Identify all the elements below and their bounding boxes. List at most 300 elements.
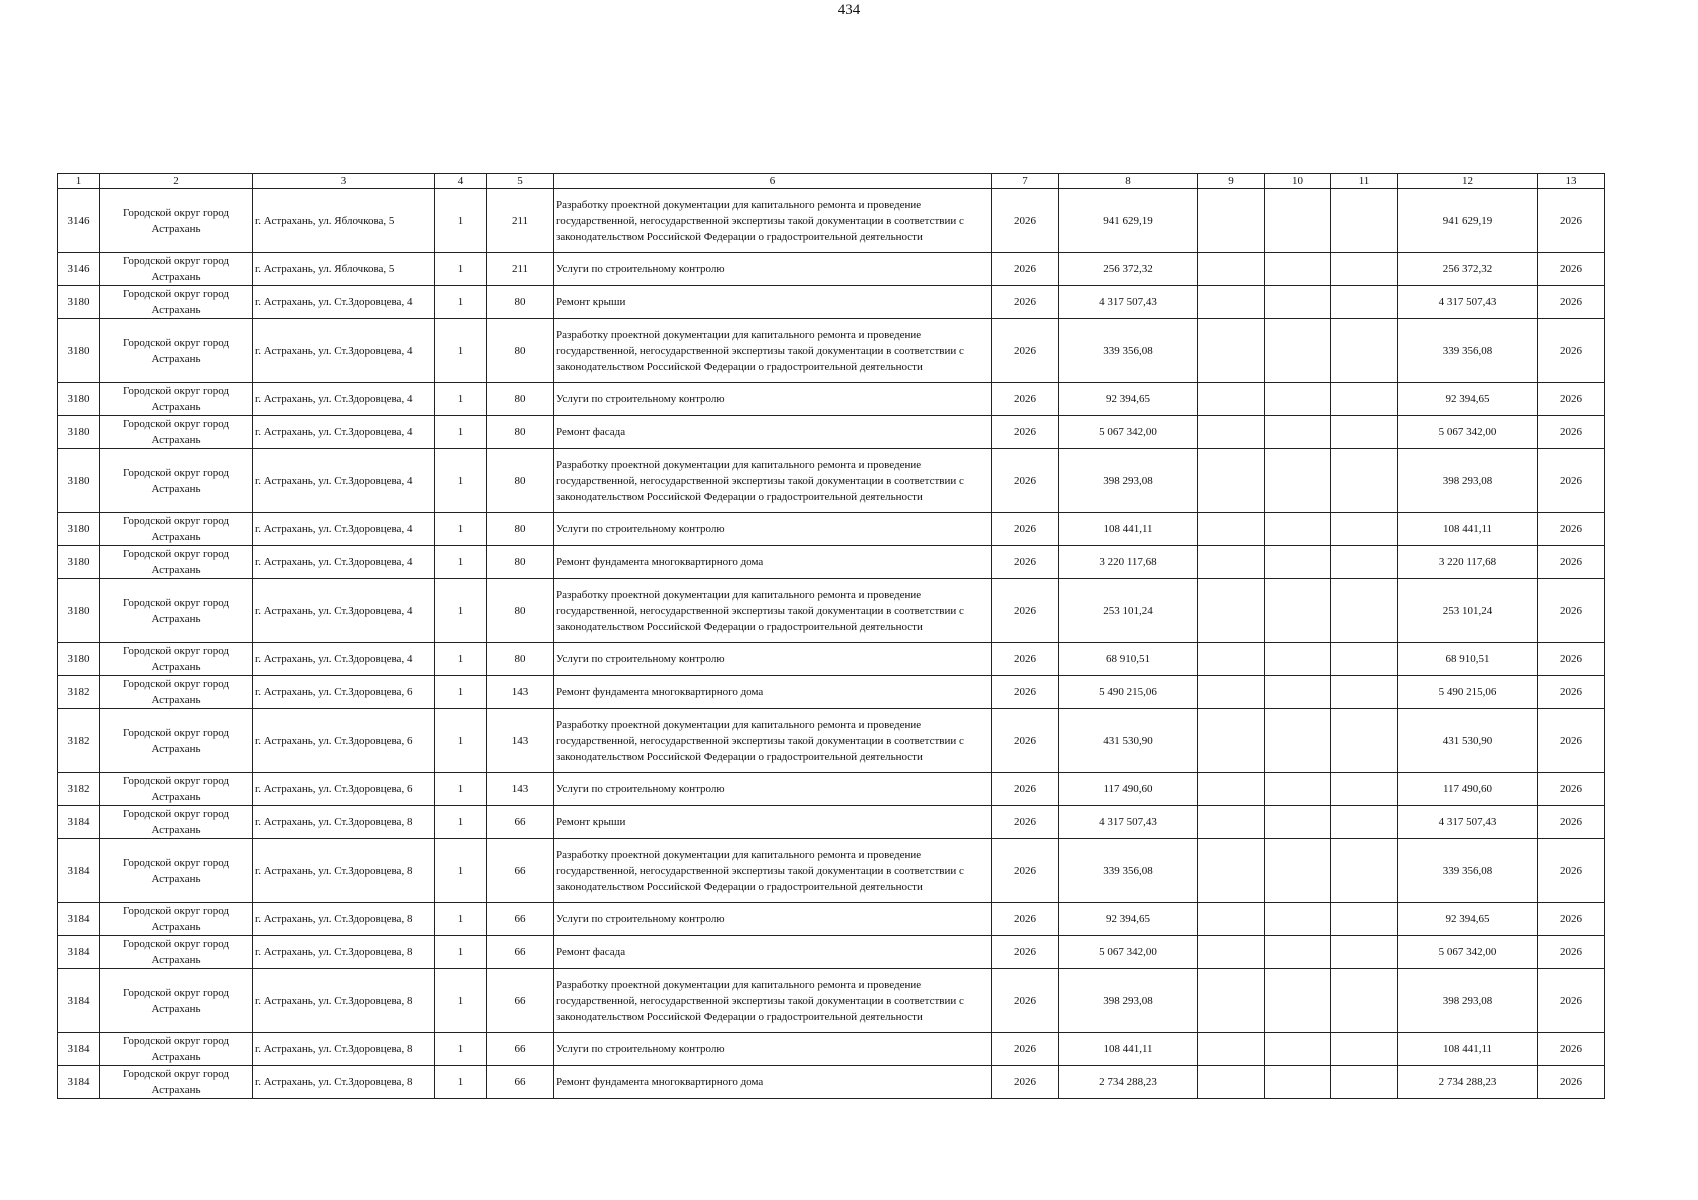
cell-municipality: Городской округ город Астрахань xyxy=(100,969,253,1033)
cell-col9 xyxy=(1198,1066,1265,1099)
cell-address: г. Астрахань, ул. Ст.Здоровцева, 6 xyxy=(253,709,435,773)
cell-col10 xyxy=(1265,319,1331,383)
cell-year: 2026 xyxy=(992,319,1059,383)
cell-id: 3184 xyxy=(58,1066,100,1099)
cell-year: 2026 xyxy=(992,579,1059,643)
cell-municipality: Городской округ город Астрахань xyxy=(100,709,253,773)
cell-municipality: Городской округ город Астрахань xyxy=(100,513,253,546)
cell-id: 3184 xyxy=(58,936,100,969)
cell-col4: 1 xyxy=(435,383,487,416)
cell-col10 xyxy=(1265,839,1331,903)
cell-id: 3182 xyxy=(58,676,100,709)
cell-year-end: 2026 xyxy=(1538,253,1605,286)
cell-col9 xyxy=(1198,189,1265,253)
cell-col5: 66 xyxy=(487,969,554,1033)
cell-work-type: Разработку проектной документации для капитального ремонта и проведение государственной, негосударственной экспертизы такой документации в соответствии с законодательством Российской Федерации о градостроительной деятельности xyxy=(554,189,992,253)
cell-col9 xyxy=(1198,286,1265,319)
cell-col5: 80 xyxy=(487,416,554,449)
cell-col5: 80 xyxy=(487,643,554,676)
cell-id: 3180 xyxy=(58,286,100,319)
cell-address: г. Астрахань, ул. Ст.Здоровцева, 8 xyxy=(253,903,435,936)
cell-year: 2026 xyxy=(992,806,1059,839)
cell-col10 xyxy=(1265,416,1331,449)
cell-col10 xyxy=(1265,903,1331,936)
cell-id: 3184 xyxy=(58,1033,100,1066)
cell-col10 xyxy=(1265,773,1331,806)
cell-cost: 92 394,65 xyxy=(1059,383,1198,416)
cell-cost: 3 220 117,68 xyxy=(1059,546,1198,579)
cell-work-type: Услуги по строительному контролю xyxy=(554,383,992,416)
table-row xyxy=(58,286,1605,319)
cell-address: г. Астрахань, ул. Ст.Здоровцева, 4 xyxy=(253,449,435,513)
cell-id: 3146 xyxy=(58,189,100,253)
cell-col4: 1 xyxy=(435,416,487,449)
cell-total: 92 394,65 xyxy=(1398,903,1538,936)
cell-municipality: Городской округ город Астрахань xyxy=(100,546,253,579)
cell-address: г. Астрахань, ул. Ст.Здоровцева, 4 xyxy=(253,513,435,546)
cell-id: 3180 xyxy=(58,319,100,383)
cell-id: 3180 xyxy=(58,416,100,449)
cell-total: 5 067 342,00 xyxy=(1398,936,1538,969)
cell-col11 xyxy=(1331,416,1398,449)
cell-work-type: Разработку проектной документации для капитального ремонта и проведение государственной, негосударственной экспертизы такой документации в соответствии с законодательством Российской Федерации о градостроительной деятельности xyxy=(554,319,992,383)
table-row xyxy=(58,969,1605,1033)
cell-col4: 1 xyxy=(435,903,487,936)
cell-col9 xyxy=(1198,546,1265,579)
table-row xyxy=(58,383,1605,416)
cell-year: 2026 xyxy=(992,1066,1059,1099)
cell-col11 xyxy=(1331,969,1398,1033)
cell-col4: 1 xyxy=(435,319,487,383)
cell-address: г. Астрахань, ул. Ст.Здоровцева, 6 xyxy=(253,676,435,709)
cell-cost: 4 317 507,43 xyxy=(1059,286,1198,319)
cell-year: 2026 xyxy=(992,839,1059,903)
cell-year-end: 2026 xyxy=(1538,643,1605,676)
cell-year-end: 2026 xyxy=(1538,383,1605,416)
cell-col5: 66 xyxy=(487,903,554,936)
cell-col9 xyxy=(1198,709,1265,773)
column-number-row xyxy=(58,174,1605,189)
cell-municipality: Городской округ город Астрахань xyxy=(100,579,253,643)
cell-cost: 339 356,08 xyxy=(1059,319,1198,383)
cell-col5: 66 xyxy=(487,806,554,839)
cell-col10 xyxy=(1265,676,1331,709)
cell-total: 431 530,90 xyxy=(1398,709,1538,773)
cell-work-type: Разработку проектной документации для капитального ремонта и проведение государственной, негосударственной экспертизы такой документации в соответствии с законодательством Российской Федерации о градостроительной деятельности xyxy=(554,449,992,513)
cell-col11 xyxy=(1331,839,1398,903)
cell-year: 2026 xyxy=(992,969,1059,1033)
cell-address: г. Астрахань, ул. Ст.Здоровцева, 8 xyxy=(253,969,435,1033)
cell-col4: 1 xyxy=(435,936,487,969)
cell-address: г. Астрахань, ул. Ст.Здоровцева, 4 xyxy=(253,319,435,383)
cell-col5: 80 xyxy=(487,319,554,383)
cell-col5: 80 xyxy=(487,579,554,643)
table-row xyxy=(58,839,1605,903)
cell-col5: 80 xyxy=(487,546,554,579)
cell-year: 2026 xyxy=(992,286,1059,319)
cell-address: г. Астрахань, ул. Ст.Здоровцева, 4 xyxy=(253,643,435,676)
cell-col10 xyxy=(1265,806,1331,839)
cell-col10 xyxy=(1265,513,1331,546)
table-row xyxy=(58,449,1605,513)
cell-year-end: 2026 xyxy=(1538,709,1605,773)
cell-municipality: Городской округ город Астрахань xyxy=(100,416,253,449)
cell-col10 xyxy=(1265,1033,1331,1066)
cell-year: 2026 xyxy=(992,643,1059,676)
table-row xyxy=(58,1066,1605,1099)
cell-cost: 4 317 507,43 xyxy=(1059,806,1198,839)
table-row xyxy=(58,806,1605,839)
cell-address: г. Астрахань, ул. Ст.Здоровцева, 8 xyxy=(253,839,435,903)
cell-total: 253 101,24 xyxy=(1398,579,1538,643)
cell-id: 3182 xyxy=(58,773,100,806)
cell-col9 xyxy=(1198,416,1265,449)
cell-total: 941 629,19 xyxy=(1398,189,1538,253)
cell-col11 xyxy=(1331,806,1398,839)
cell-municipality: Городской округ город Астрахань xyxy=(100,449,253,513)
cell-municipality: Городской округ город Астрахань xyxy=(100,839,253,903)
cell-cost: 108 441,11 xyxy=(1059,513,1198,546)
cell-address: г. Астрахань, ул. Ст.Здоровцева, 4 xyxy=(253,546,435,579)
cell-year: 2026 xyxy=(992,936,1059,969)
cell-col10 xyxy=(1265,936,1331,969)
cell-year: 2026 xyxy=(992,416,1059,449)
cell-work-type: Услуги по строительному контролю xyxy=(554,513,992,546)
cell-id: 3180 xyxy=(58,546,100,579)
cell-col11 xyxy=(1331,676,1398,709)
cell-col4: 1 xyxy=(435,773,487,806)
table-row xyxy=(58,676,1605,709)
cell-col9 xyxy=(1198,936,1265,969)
cell-year: 2026 xyxy=(992,903,1059,936)
cell-work-type: Ремонт фундамента многоквартирного дома xyxy=(554,1066,992,1099)
column-header: 8 xyxy=(1059,174,1198,189)
cell-total: 2 734 288,23 xyxy=(1398,1066,1538,1099)
cell-work-type: Ремонт фасада xyxy=(554,416,992,449)
repair-schedule-table xyxy=(57,173,1605,1099)
cell-col11 xyxy=(1331,1033,1398,1066)
cell-year: 2026 xyxy=(992,773,1059,806)
cell-work-type: Услуги по строительному контролю xyxy=(554,773,992,806)
cell-col4: 1 xyxy=(435,579,487,643)
table-row xyxy=(58,773,1605,806)
cell-work-type: Разработку проектной документации для капитального ремонта и проведение государственной, негосударственной экспертизы такой документации в соответствии с законодательством Российской Федерации о градостроительной деятельности xyxy=(554,709,992,773)
cell-year-end: 2026 xyxy=(1538,969,1605,1033)
cell-id: 3146 xyxy=(58,253,100,286)
table-row xyxy=(58,416,1605,449)
cell-municipality: Городской округ город Астрахань xyxy=(100,936,253,969)
cell-col5: 66 xyxy=(487,1066,554,1099)
cell-year-end: 2026 xyxy=(1538,416,1605,449)
table-row xyxy=(58,319,1605,383)
cell-col9 xyxy=(1198,449,1265,513)
cell-year-end: 2026 xyxy=(1538,513,1605,546)
cell-total: 339 356,08 xyxy=(1398,319,1538,383)
cell-col5: 80 xyxy=(487,286,554,319)
cell-id: 3180 xyxy=(58,643,100,676)
column-header: 13 xyxy=(1538,174,1605,189)
cell-col9 xyxy=(1198,643,1265,676)
cell-id: 3180 xyxy=(58,383,100,416)
cell-col5: 211 xyxy=(487,189,554,253)
table-row xyxy=(58,936,1605,969)
cell-total: 398 293,08 xyxy=(1398,449,1538,513)
cell-municipality: Городской округ город Астрахань xyxy=(100,189,253,253)
column-header: 2 xyxy=(100,174,253,189)
cell-cost: 431 530,90 xyxy=(1059,709,1198,773)
cell-col9 xyxy=(1198,773,1265,806)
cell-total: 4 317 507,43 xyxy=(1398,286,1538,319)
cell-col11 xyxy=(1331,513,1398,546)
cell-col11 xyxy=(1331,773,1398,806)
column-header: 4 xyxy=(435,174,487,189)
cell-address: г. Астрахань, ул. Ст.Здоровцева, 8 xyxy=(253,936,435,969)
cell-year-end: 2026 xyxy=(1538,1066,1605,1099)
cell-col4: 1 xyxy=(435,513,487,546)
cell-col5: 211 xyxy=(487,253,554,286)
cell-col11 xyxy=(1331,383,1398,416)
cell-id: 3180 xyxy=(58,579,100,643)
cell-address: г. Астрахань, ул. Ст.Здоровцева, 8 xyxy=(253,806,435,839)
cell-col5: 80 xyxy=(487,383,554,416)
cell-work-type: Разработку проектной документации для капитального ремонта и проведение государственной, негосударственной экспертизы такой документации в соответствии с законодательством Российской Федерации о градостроительной деятельности xyxy=(554,969,992,1033)
cell-col11 xyxy=(1331,319,1398,383)
cell-col10 xyxy=(1265,286,1331,319)
column-header: 9 xyxy=(1198,174,1265,189)
cell-col11 xyxy=(1331,546,1398,579)
column-header: 3 xyxy=(253,174,435,189)
cell-work-type: Ремонт фундамента многоквартирного дома xyxy=(554,676,992,709)
cell-cost: 108 441,11 xyxy=(1059,1033,1198,1066)
column-header: 11 xyxy=(1331,174,1398,189)
cell-work-type: Услуги по строительному контролю xyxy=(554,1033,992,1066)
cell-col10 xyxy=(1265,969,1331,1033)
column-header: 7 xyxy=(992,174,1059,189)
cell-col5: 66 xyxy=(487,936,554,969)
cell-address: г. Астрахань, ул. Яблочкова, 5 xyxy=(253,189,435,253)
cell-municipality: Городской округ город Астрахань xyxy=(100,319,253,383)
cell-col9 xyxy=(1198,319,1265,383)
cell-year: 2026 xyxy=(992,513,1059,546)
cell-col10 xyxy=(1265,189,1331,253)
cell-year-end: 2026 xyxy=(1538,286,1605,319)
cell-municipality: Городской округ город Астрахань xyxy=(100,1033,253,1066)
cell-municipality: Городской округ город Астрахань xyxy=(100,806,253,839)
cell-year-end: 2026 xyxy=(1538,579,1605,643)
cell-total: 398 293,08 xyxy=(1398,969,1538,1033)
table-row xyxy=(58,253,1605,286)
cell-col4: 1 xyxy=(435,643,487,676)
cell-col11 xyxy=(1331,1066,1398,1099)
table-row xyxy=(58,643,1605,676)
cell-col4: 1 xyxy=(435,546,487,579)
cell-id: 3184 xyxy=(58,903,100,936)
cell-work-type: Ремонт крыши xyxy=(554,286,992,319)
cell-total: 5 067 342,00 xyxy=(1398,416,1538,449)
cell-work-type: Услуги по строительному контролю xyxy=(554,643,992,676)
cell-year-end: 2026 xyxy=(1538,806,1605,839)
cell-col11 xyxy=(1331,189,1398,253)
cell-year-end: 2026 xyxy=(1538,676,1605,709)
cell-id: 3184 xyxy=(58,839,100,903)
cell-municipality: Городской округ город Астрахань xyxy=(100,773,253,806)
cell-col10 xyxy=(1265,546,1331,579)
cell-col9 xyxy=(1198,806,1265,839)
cell-year-end: 2026 xyxy=(1538,773,1605,806)
cell-cost: 256 372,32 xyxy=(1059,253,1198,286)
cell-municipality: Городской округ город Астрахань xyxy=(100,643,253,676)
cell-cost: 398 293,08 xyxy=(1059,969,1198,1033)
page-number: 434 xyxy=(837,2,861,18)
cell-col4: 1 xyxy=(435,286,487,319)
cell-cost: 941 629,19 xyxy=(1059,189,1198,253)
cell-id: 3184 xyxy=(58,806,100,839)
cell-id: 3180 xyxy=(58,449,100,513)
cell-cost: 2 734 288,23 xyxy=(1059,1066,1198,1099)
cell-cost: 253 101,24 xyxy=(1059,579,1198,643)
cell-col11 xyxy=(1331,449,1398,513)
cell-total: 117 490,60 xyxy=(1398,773,1538,806)
cell-col10 xyxy=(1265,709,1331,773)
cell-address: г. Астрахань, ул. Ст.Здоровцева, 4 xyxy=(253,383,435,416)
cell-total: 4 317 507,43 xyxy=(1398,806,1538,839)
cell-col4: 1 xyxy=(435,806,487,839)
cell-col5: 66 xyxy=(487,839,554,903)
column-header: 6 xyxy=(554,174,992,189)
cell-total: 5 490 215,06 xyxy=(1398,676,1538,709)
cell-year: 2026 xyxy=(992,383,1059,416)
cell-col11 xyxy=(1331,579,1398,643)
cell-year-end: 2026 xyxy=(1538,839,1605,903)
cell-address: г. Астрахань, ул. Ст.Здоровцева, 4 xyxy=(253,286,435,319)
cell-col4: 1 xyxy=(435,189,487,253)
cell-year: 2026 xyxy=(992,189,1059,253)
cell-col11 xyxy=(1331,936,1398,969)
cell-col4: 1 xyxy=(435,969,487,1033)
cell-col5: 80 xyxy=(487,513,554,546)
cell-id: 3184 xyxy=(58,969,100,1033)
cell-work-type: Ремонт крыши xyxy=(554,806,992,839)
cell-col11 xyxy=(1331,709,1398,773)
cell-year: 2026 xyxy=(992,253,1059,286)
cell-year-end: 2026 xyxy=(1538,449,1605,513)
cell-col4: 1 xyxy=(435,1066,487,1099)
cell-municipality: Городской округ город Астрахань xyxy=(100,676,253,709)
cell-year-end: 2026 xyxy=(1538,319,1605,383)
cell-col11 xyxy=(1331,286,1398,319)
cell-municipality: Городской округ город Астрахань xyxy=(100,383,253,416)
cell-col4: 1 xyxy=(435,839,487,903)
cell-address: г. Астрахань, ул. Ст.Здоровцева, 4 xyxy=(253,416,435,449)
cell-col11 xyxy=(1331,643,1398,676)
cell-col11 xyxy=(1331,903,1398,936)
cell-cost: 117 490,60 xyxy=(1059,773,1198,806)
cell-col10 xyxy=(1265,579,1331,643)
cell-address: г. Астрахань, ул. Ст.Здоровцева, 4 xyxy=(253,579,435,643)
cell-total: 108 441,11 xyxy=(1398,1033,1538,1066)
cell-address: г. Астрахань, ул. Ст.Здоровцева, 8 xyxy=(253,1033,435,1066)
cell-municipality: Городской округ город Астрахань xyxy=(100,1066,253,1099)
cell-year-end: 2026 xyxy=(1538,903,1605,936)
cell-total: 339 356,08 xyxy=(1398,839,1538,903)
cell-col10 xyxy=(1265,383,1331,416)
cell-col9 xyxy=(1198,383,1265,416)
cell-col4: 1 xyxy=(435,449,487,513)
cell-work-type: Разработку проектной документации для капитального ремонта и проведение государственной, негосударственной экспертизы такой документации в соответствии с законодательством Российской Федерации о градостроительной деятельности xyxy=(554,579,992,643)
cell-year: 2026 xyxy=(992,546,1059,579)
cell-year-end: 2026 xyxy=(1538,189,1605,253)
cell-col9 xyxy=(1198,253,1265,286)
column-header: 12 xyxy=(1398,174,1538,189)
cell-work-type: Ремонт фундамента многоквартирного дома xyxy=(554,546,992,579)
cell-year: 2026 xyxy=(992,1033,1059,1066)
cell-col5: 66 xyxy=(487,1033,554,1066)
cell-municipality: Городской округ город Астрахань xyxy=(100,286,253,319)
cell-col4: 1 xyxy=(435,676,487,709)
cell-municipality: Городской округ город Астрахань xyxy=(100,253,253,286)
cell-work-type: Услуги по строительному контролю xyxy=(554,903,992,936)
cell-work-type: Ремонт фасада xyxy=(554,936,992,969)
cell-municipality: Городской округ город Астрахань xyxy=(100,903,253,936)
cell-year-end: 2026 xyxy=(1538,546,1605,579)
cell-address: г. Астрахань, ул. Яблочкова, 5 xyxy=(253,253,435,286)
cell-total: 256 372,32 xyxy=(1398,253,1538,286)
cell-id: 3182 xyxy=(58,709,100,773)
cell-col4: 1 xyxy=(435,1033,487,1066)
column-header: 1 xyxy=(58,174,100,189)
cell-cost: 5 067 342,00 xyxy=(1059,416,1198,449)
table-row xyxy=(58,709,1605,773)
cell-year: 2026 xyxy=(992,709,1059,773)
cell-year-end: 2026 xyxy=(1538,936,1605,969)
cell-year: 2026 xyxy=(992,449,1059,513)
cell-total: 108 441,11 xyxy=(1398,513,1538,546)
cell-total: 92 394,65 xyxy=(1398,383,1538,416)
cell-col9 xyxy=(1198,969,1265,1033)
cell-cost: 5 067 342,00 xyxy=(1059,936,1198,969)
cell-col4: 1 xyxy=(435,709,487,773)
cell-col10 xyxy=(1265,449,1331,513)
cell-col9 xyxy=(1198,839,1265,903)
cell-address: г. Астрахань, ул. Ст.Здоровцева, 8 xyxy=(253,1066,435,1099)
cell-col10 xyxy=(1265,643,1331,676)
cell-work-type: Разработку проектной документации для капитального ремонта и проведение государственной, негосударственной экспертизы такой документации в соответствии с законодательством Российской Федерации о градостроительной деятельности xyxy=(554,839,992,903)
cell-col4: 1 xyxy=(435,253,487,286)
cell-col11 xyxy=(1331,253,1398,286)
column-header: 5 xyxy=(487,174,554,189)
cell-col10 xyxy=(1265,1066,1331,1099)
cell-col10 xyxy=(1265,253,1331,286)
cell-year: 2026 xyxy=(992,676,1059,709)
table-row xyxy=(58,546,1605,579)
cell-cost: 339 356,08 xyxy=(1059,839,1198,903)
cell-cost: 5 490 215,06 xyxy=(1059,676,1198,709)
cell-col5: 143 xyxy=(487,773,554,806)
cell-col9 xyxy=(1198,903,1265,936)
cell-col9 xyxy=(1198,579,1265,643)
cell-total: 3 220 117,68 xyxy=(1398,546,1538,579)
cell-cost: 68 910,51 xyxy=(1059,643,1198,676)
table-row xyxy=(58,1033,1605,1066)
table-row xyxy=(58,189,1605,253)
cell-col5: 80 xyxy=(487,449,554,513)
cell-cost: 398 293,08 xyxy=(1059,449,1198,513)
table-row xyxy=(58,513,1605,546)
cell-col5: 143 xyxy=(487,709,554,773)
table-row xyxy=(58,903,1605,936)
cell-id: 3180 xyxy=(58,513,100,546)
cell-col5: 143 xyxy=(487,676,554,709)
